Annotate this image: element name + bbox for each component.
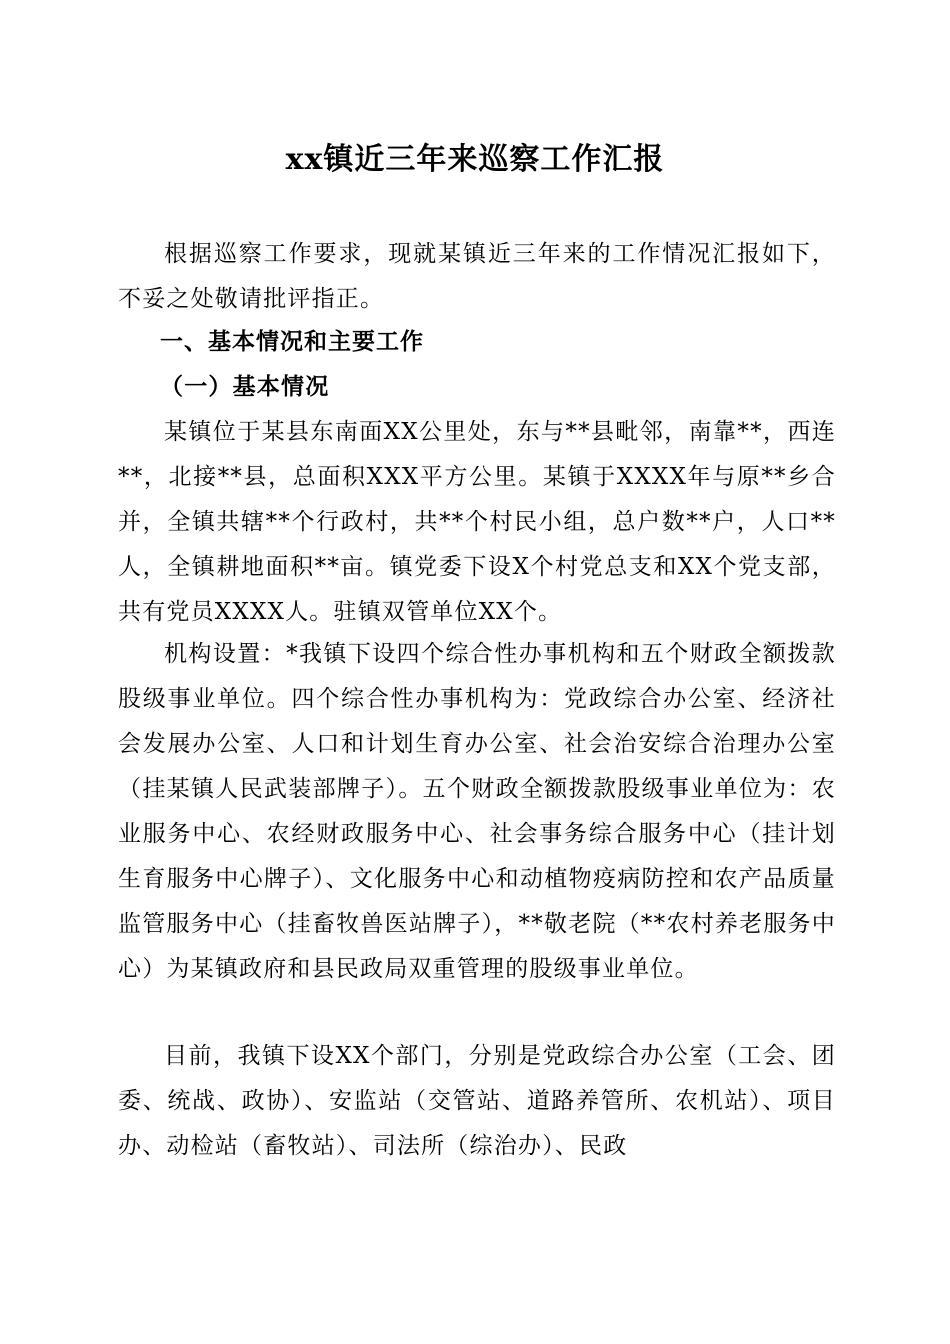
intro-paragraph: 根据巡察工作要求，现就某镇近三年来的工作情况汇报如下，不妥之处敬请批评指正。 xyxy=(118,241,836,312)
paragraph-departments: 目前，我镇下设XX个部门，分别是党政综合办公室（工会、团委、统战、政协）、安监站（交管站、道路养管所、农机站）、项目办、动检站（畜牧站）、司法所（综治办）、民政 xyxy=(118,1043,836,1159)
paragraph-location-overview: 某镇位于某县东南面XX公里处，东与**县毗邻，南靠**，西连**，北接**县，总面积XXX平方公里。某镇于XXXX年与原**乡合并，全镇共辖**个行政村，共**个村民小组，总户数**户，人口**人，全镇耕地面积**亩。镇党委下设X个村党总支和XX个党支部，共有党员XXXX人。驻镇双管单位XX个。 xyxy=(118,419,836,625)
document-title: xx镇近三年来巡察工作汇报 xyxy=(285,142,665,177)
paragraph-institution-setup: 机构设置：*我镇下设四个综合性办事机构和五个财政全额拨款股级事业单位。四个综合性办事机构为：党政综合办公室、经济社会发展办公室、人口和计划生育办公室、社会治安综合治理办公室（挂某镇人民武装部牌子）。五个财政全额拨款股级事业单位为：农业服务中心、农经财政服务中心、社会事务综合服务中心（挂计划生育服务中心牌子）、文化服务中心和动植物疫病防控和农产品质量监管服务中心（挂畜牧兽医站牌子），**敬老院（**农村养老服务中心）为某镇政府和县民政局双重管理的股级事业单位。 xyxy=(118,641,836,982)
subsection-heading-basic-situation: （一）基本情况 xyxy=(160,373,330,400)
section-heading-basic-and-main-work: 一、基本情况和主要工作 xyxy=(160,329,424,355)
